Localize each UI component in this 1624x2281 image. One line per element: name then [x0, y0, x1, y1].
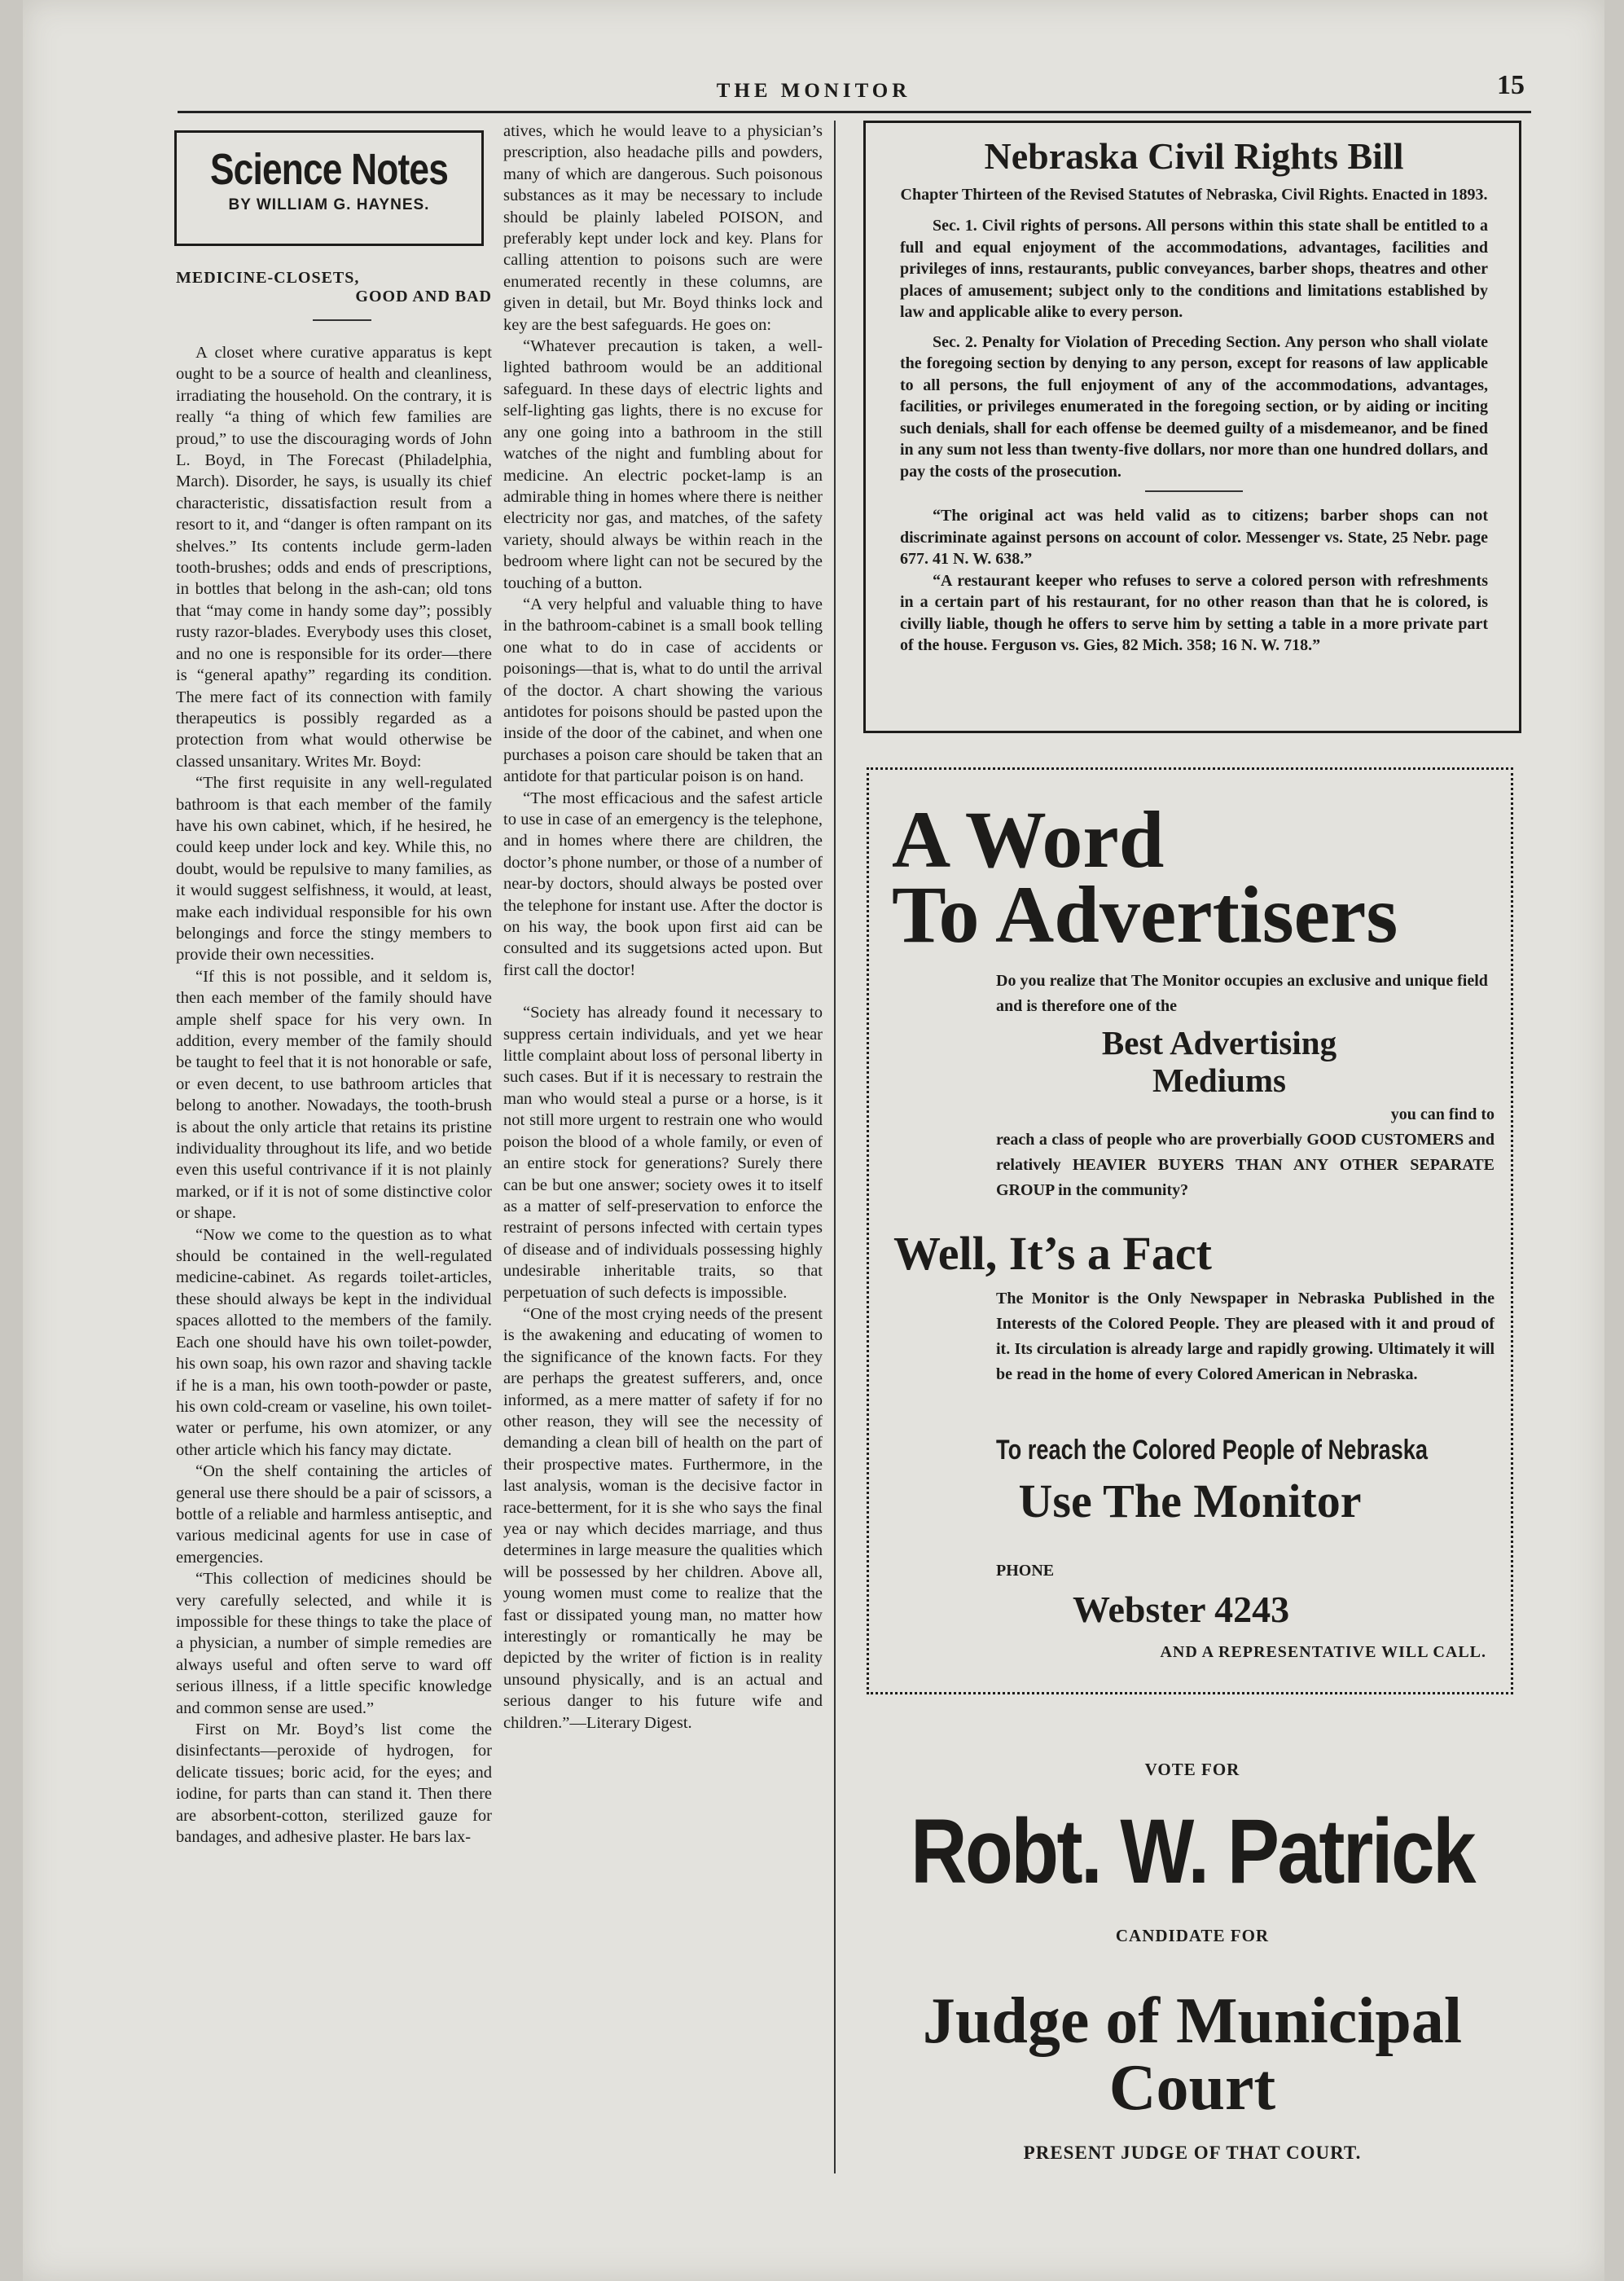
article-heading-line-2: GOOD AND BAD [355, 288, 492, 305]
article-paragraph: “Whatever precaution is taken, a well-lighted bathroom would be an additional safeguard. In these days of electric lights and self-lighting gas lights, there is no excuse for any one going into a bathroom in the still watches of the night and fumbling about for medicine. An electric pocket-lamp is an admirable thing in homes where there is neither electricity nor gas, and matches, of the safety variety, should always be within reach in the bedroom where light can not be secured by the touching of a button. [503, 337, 823, 592]
fact-text: The Monitor is the Only Newspaper in Nebraska Published in the Interests of the Colored People. They are pleased with it and proud of it. Its circulation is already large and rapidly growing. Ultimately it will be read in the home of every Colored American in Nebraska. [996, 1290, 1495, 1383]
office-title: Judge of Municipal Court [922, 1985, 1463, 2124]
article-paragraph: A closet where curative apparatus is kept ought to be a source of health and cleanliness, irradiating the household. On the contrary, it is really “a thing of which few families are proud,” to use the discouraging words of John L. Boyd, in The Forecast (Philadelphia, March). Disorder, he says, is usually its chief characteristic, dissatisfaction result from a resort to it, and “danger is often rampant on its shelves.” Its contents include germ-laden tooth-brushes; odds and ends of prescriptions, in bottles that belong in the ash-can; old tons that “may come in handy some day”; possibly rusty razor-blades. Everybody uses this closet, and no one is responsible for its order—there is “general apathy” regarding its condition. The mere fact of its connection with family therapeutics is possibly regarded as a protection from what would otherwise be classed unsanitary. Writes Mr. Boyd: [176, 344, 492, 771]
legal-quote: “The original act was held valid as to citizens; barber shops can not discriminate against persons on account of color. Messenger vs. State, 25 Nebr. page 677. 41 N. W. 638.” [900, 507, 1488, 568]
page-number: 15 [1497, 70, 1525, 100]
heading-rule [313, 319, 371, 321]
running-title: THE MONITOR [716, 80, 911, 102]
civil-rights-sections [900, 215, 1488, 657]
article-paragraph: First on Mr. Boyd’s list come the disinfectants—peroxide of hydrogen, for delicate tissues; boric acid, for the eyes; and iodine, for parts than can stand it. Then there are absorbent-cotton, sterilized gauze for bandages, and adhesive plaster. He bars lax- [176, 1721, 492, 1847]
article-paragraph: “If this is not possible, and it seldom is, then each member of the family should have ample shelf space for his very own. In addition, every member of the family should be taught to feel that it is not honorable or safe, or even decent, to use bathroom articles that belong to another. Nowadays, the tooth-brush is about the only article that retains its pristine individuality throughout its life, and wo betide even this useful contrivance if it is not plainly marked, or if it is not of some distinctive color or shape. [176, 967, 492, 1223]
column-divider [834, 121, 836, 2173]
statute-section: Sec. 2. Penalty for Violation of Preceding Section. Any person who shall violate the foregoing section by denying to any person, except for reasons of law applicable to all persons, the full enjoyment of any of the accommodations, advantages, facilities, or privileges enumerated in the foregoing section, or by aiding or inciting such denials, shall for each offense be deemed guilty of a misdemeanor, and be fined in any sum not less than twenty-five dollars, nor more than one hundred dollars, and pay the costs of the prosecution. [900, 332, 1488, 481]
article-paragraph: “Now we come to the question as to what should be contained in the well-regulated medicine-cabinet. As regards toilet-articles, these should always be kept in the individual spaces allotted to the members of the family. Each one should have his own toilet-powder, his own soap, his own razor and shaving tackle if he is a man, his own tooth-powder or paste, his own cold-cream or vaseline, his own toilet-water or perfume, his own atomizer, or any other article which his fancy may dictate. [176, 1225, 492, 1459]
vote-for-label: VOTE FOR [1144, 1760, 1240, 1779]
advertisers-box [867, 767, 1513, 1694]
best-line-1: Best Advertising [1101, 1024, 1337, 1061]
advert-headline-line-2: To Advertisers [892, 869, 1398, 960]
top-rule [178, 111, 1531, 113]
statute-section: Sec. 1. Civil rights of persons. All persons within this state shall be entitled to a full and equal enjoyment of the accommodations, advantages, facilities and privileges of inns, restaurants, public conveyances, barber shops, theatres and other places of amusement; subject only to the conditions and limitations established by law and applicable alike to every person. [900, 217, 1488, 321]
advert-headline-line-1: A Word [892, 794, 1165, 885]
article-paragraph: “The most efficacious and the safest article to use in case of an emergency is the telephone, and in homes where there are children, the doctor’s phone number, or those of a number of near-by doctors, should always be posted over the telephone for instant use. After the doctor is on his way, the book upon first aid can be consulted and its suggetsions acted upon. But first call the doctor! [503, 789, 823, 979]
civil-rights-quotes [900, 505, 1488, 657]
article-paragraph: “A very helpful and valuable thing to have in the bathroom-cabinet is a small book telling one what to do in case of accidents or poisonings—that is, what to do until the arrival of the doctor. A chart showing the various antidotes for poisons should be pasted upon the inside of the door of the cabinet, and when one purchases a poison care should be taken that an antidote for that particular poison is on hand. [503, 595, 823, 786]
article-column-1 [176, 342, 492, 1848]
article-paragraph: “One of the most crying needs of the present is the awakening and educating of women to the significance of the known facts. For they are perhaps the greatest sufferers, and, once informed, as a mere matter of safety if for no other reason, they will see the necessity of demanding a clean bill of health on the part of their prospective mates. Furthermore, in the last analysis, woman is the decisive factor in race-betterment, for it is she who says the final yea or nay which decides marriage, and thus determines in large measure the qualities which will be possessed by her children. Above all, young women must come to realize that the fast or dissipated young man, no matter how interestingly or romantically he may be depicted by the writer of fiction is in reality unsound physically, and is an actual and serious danger to his future wife and children.”—Literary Digest. [503, 1304, 823, 1732]
article-column-2 [503, 121, 823, 1734]
fact-heading: Well, It’s a Fact [893, 1227, 1212, 1280]
article-paragraph: “Society has already found it necessary to suppress certain individuals, and yet we hear little complaint about loss of personal liberty in such cases. But if it is necessary to restrain the man who would steal a purse or a horse, is it not still more urgent to restrain one who would poison the blood of a whole family, or even of an entire stock for generations? Surely there can be but one answer; society owes it to itself as a matter of self-preservation to enforce the restraint of persons infected with certain types of disease and of individuals possessing highly undesirable inheritable traits, so that perpetuation of such defects is impossible. [503, 1004, 823, 1302]
science-notes-byline: BY WILLIAM G. HAYNES. [228, 196, 430, 213]
use-monitor-heading: Use The Monitor [1018, 1475, 1362, 1527]
call-line: AND A REPRESENTATIVE WILL CALL. [1160, 1643, 1486, 1661]
reach-text: reach a class of people who are proverbially GOOD CUSTOMERS and relatively HEAVIER BUYERS THAN ANY OTHER SEPARATE GROUP in the community? [996, 1131, 1495, 1199]
present-judge-note: PRESENT JUDGE OF THAT COURT. [1023, 2143, 1362, 2163]
best-mediums-heading [1032, 1024, 1407, 1099]
best-line-2: Mediums [1152, 1061, 1286, 1099]
science-notes-title: Science Notes [209, 145, 449, 194]
science-notes-box [174, 130, 484, 246]
candidate-for-label: CANDIDATE FOR [1115, 1926, 1270, 1945]
article-paragraph: “On the shelf containing the articles of general use there should be a pair of scissors, a bottle of a reliable and harmless antiseptic, and various medicinal agents for use in case of emergencies. [176, 1462, 492, 1567]
advert-intro: Do you realize that The Monitor occupies an exclusive and unique field and is therefore one of the [996, 972, 1488, 1015]
civil-rights-subtitle: Chapter Thirteen of the Revised Statutes of Nebraska, Civil Rights. Enacted in 1893. [900, 186, 1488, 204]
advert-headline [892, 794, 1398, 960]
candidate-name: Robt. W. Patrick [911, 1800, 1474, 1902]
paragraph-gap [503, 981, 823, 1002]
advert-reach-text [996, 1102, 1495, 1203]
reach-heading: To reach the Colored People of Nebraska [996, 1435, 1429, 1466]
article-paragraph: atives, which he would leave to a physician’s prescription, also headache pills and powders, many of which are dangerous. Such poisonous substances as it may be necessary to include should be plainly labeled POISON, and preferably kept under lock and key. Plans for calling attention to poisons such are were enumerated recently in these columns, are given in detail, but Mr. Boyd thinks lock and key are the best safeguards. He goes on: [503, 122, 823, 334]
phone-number: Webster 4243 [1073, 1589, 1290, 1630]
newspaper-page [23, 0, 1604, 2281]
civil-rights-box [863, 121, 1521, 733]
article-heading [176, 269, 492, 306]
article-paragraph: “The first requisite in any well-regulated bathroom is that each member of the family have his own cabinet, which, if he hesired, he could keep under lock and key. While this, no doubt, would be repulsive to many families, as it would suggest selfishness, it would, at least, make each individual responsible for his own belongings and force the stingy members to provide their own necessities. [176, 774, 492, 965]
section-rule [1145, 490, 1243, 492]
phone-label: PHONE [996, 1562, 1055, 1580]
article-heading-line-1: MEDICINE-CLOSETS, [176, 269, 360, 287]
civil-rights-title: Nebraska Civil Rights Bill [984, 135, 1404, 177]
legal-quote: “A restaurant keeper who refuses to serve a colored person with refreshments in a certain part of his restaurant, for no other reason than that he is colored, is civilly liable, though he offers to serve him by setting a table in a more private part of the house. Ferguson vs. Gies, 82 Mich. 358; 16 N. W. 718.” [900, 571, 1488, 654]
article-paragraph: “This collection of medicines should be very carefully selected, and while it is impossible for these things to take the place of a physician, a number of simple remedies are always useful and often serve to ward off serious illness, if a little specific knowledge and common sense are used.” [176, 1570, 492, 1717]
find-line: you can find to [1390, 1105, 1495, 1123]
